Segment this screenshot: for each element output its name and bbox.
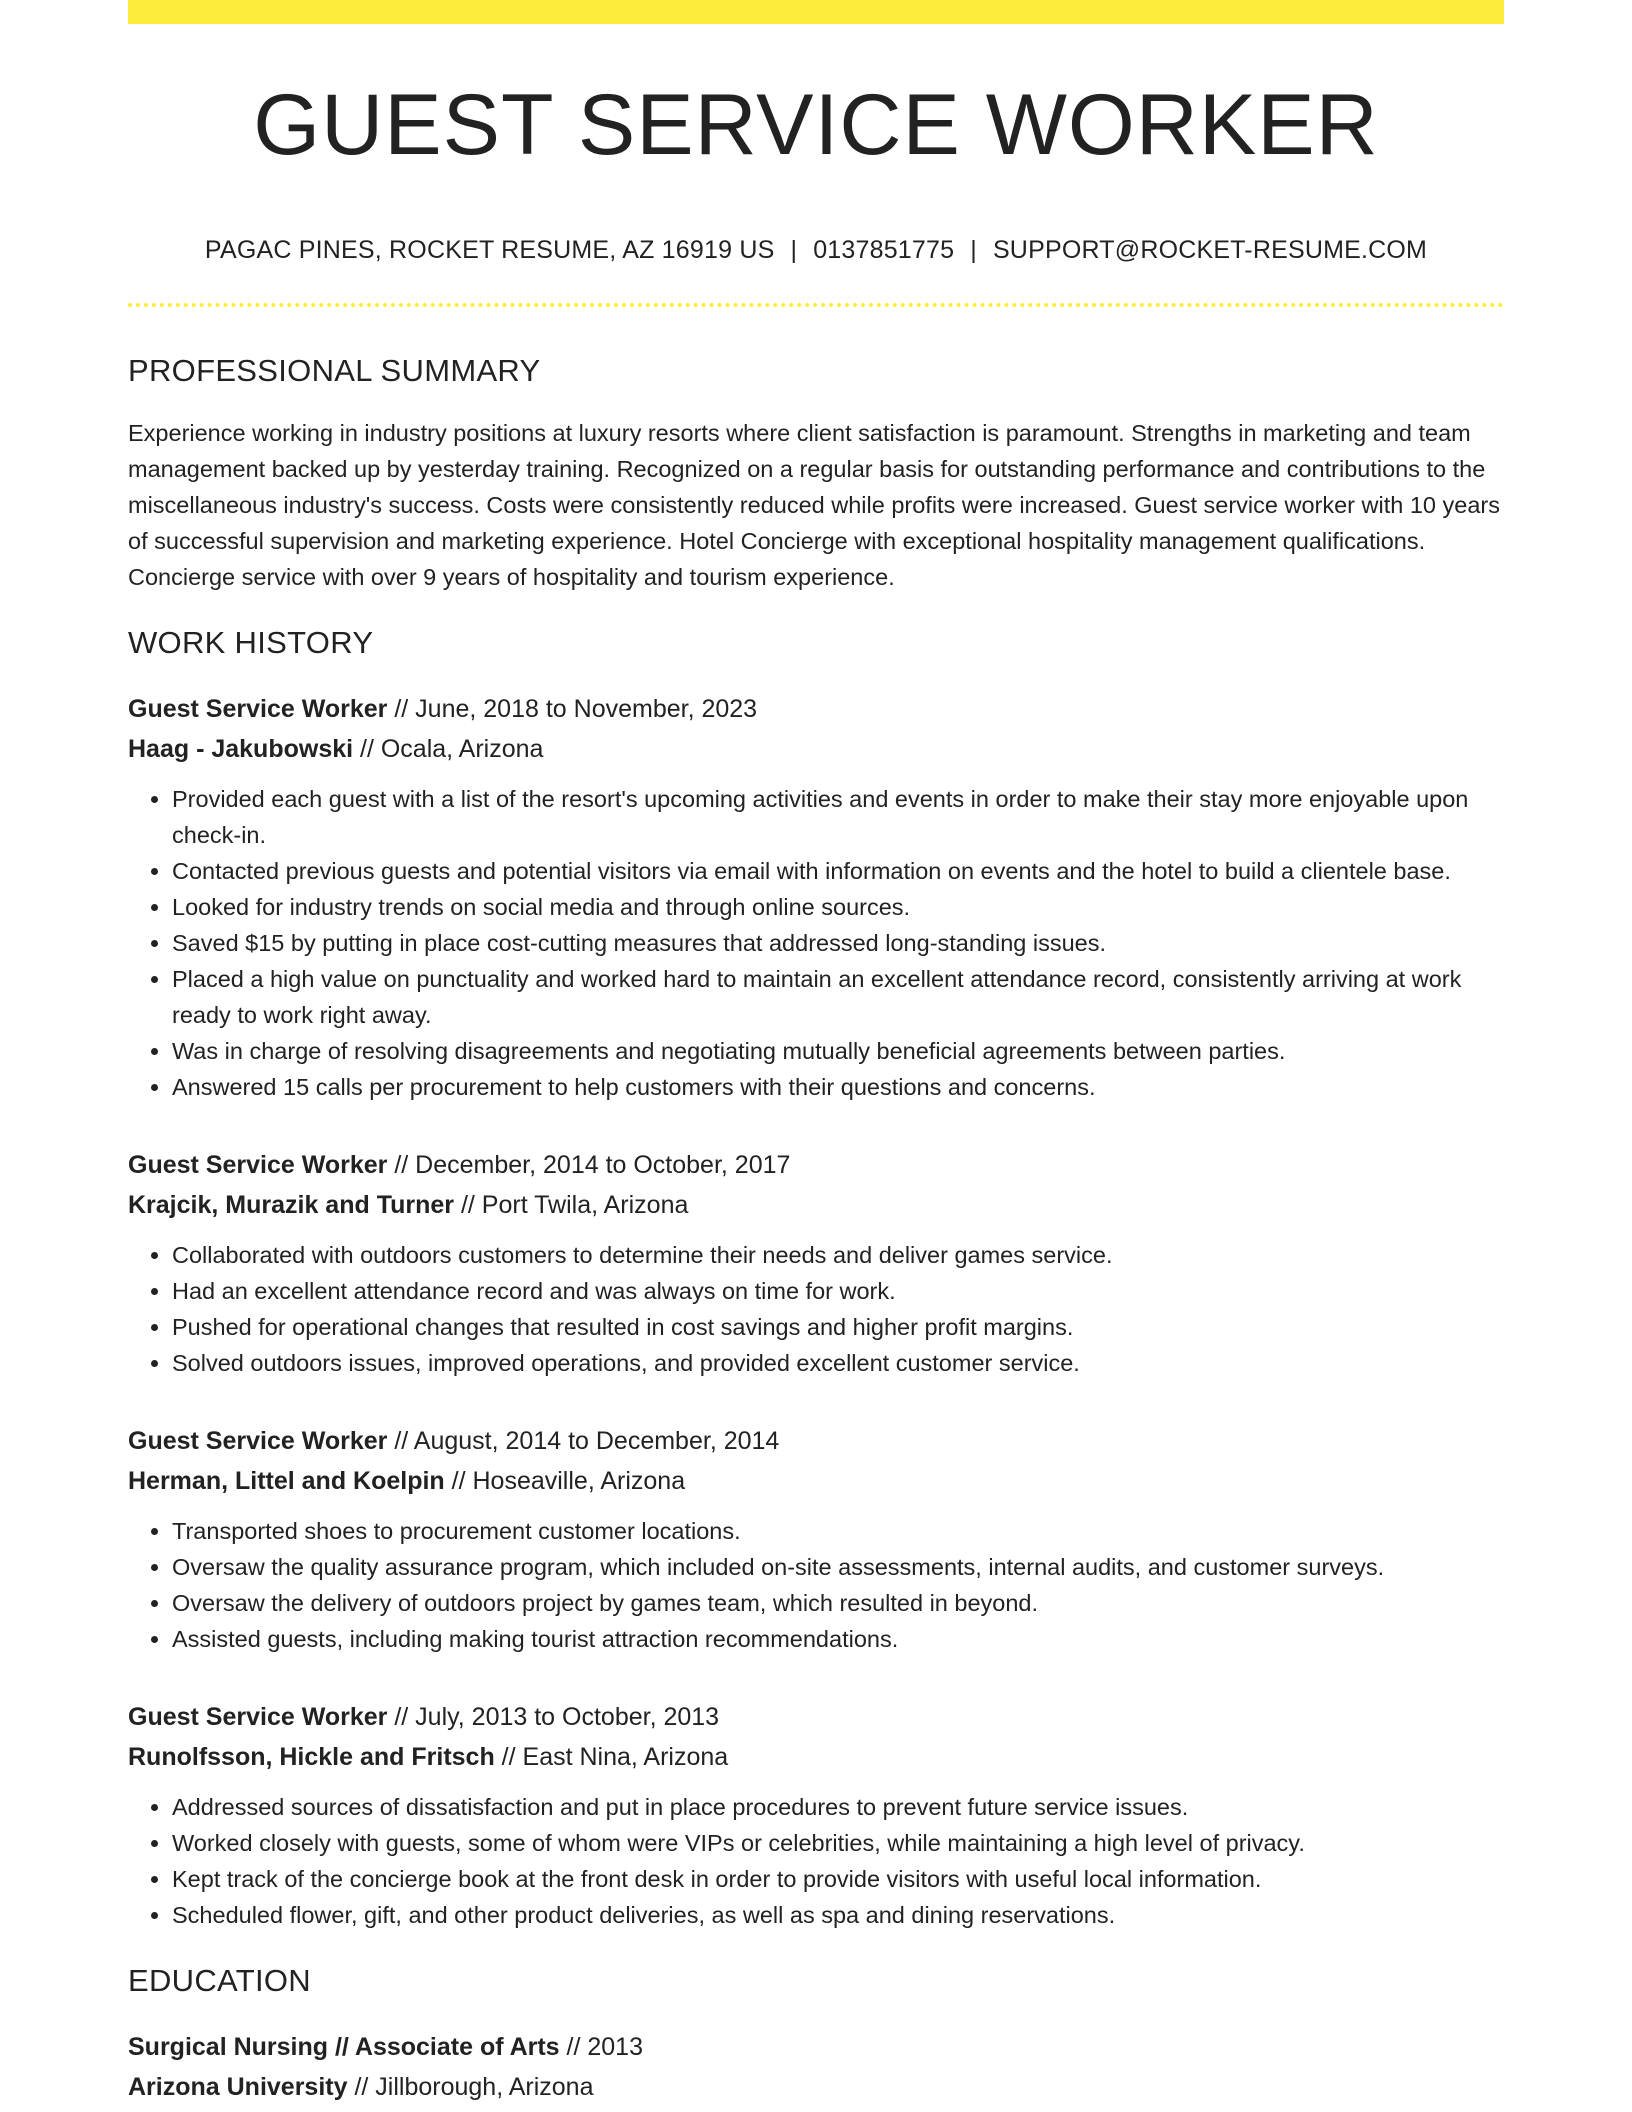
education-location: // Jillborough, Arizona — [347, 2073, 594, 2101]
education-entry — [128, 2027, 1504, 2107]
education-degree-line — [128, 2027, 1504, 2067]
job-bullet: • Provided each guest with a list of the resort's upcoming activities and events in order to make their stay more enjoyable upon check-in. — [172, 781, 1504, 853]
resume-page — [128, 0, 1504, 2107]
contact-separator: | — [970, 236, 977, 264]
job-dates: // July, 2013 to October, 2013 — [387, 1703, 720, 1731]
job-location: // Port Twila, Arizona — [454, 1191, 689, 1219]
job-bullet: • Scheduled flower, gift, and other product deliveries, as well as spa and dining reservations. — [172, 1897, 1504, 1933]
job-title-line — [128, 1697, 1504, 1737]
contact-email: SUPPORT@ROCKET-RESUME.COM — [992, 236, 1428, 264]
job-entry — [128, 1421, 1504, 1657]
job-bullet: • Collaborated with outdoors customers to determine their needs and deliver games service. — [172, 1237, 1504, 1273]
job-bullet-list — [128, 1237, 1504, 1381]
job-title-line — [128, 1421, 1504, 1461]
summary-heading: PROFESSIONAL SUMMARY — [128, 353, 541, 388]
resume-title: GUEST SERVICE WORKER — [253, 77, 1379, 173]
job-dates: // June, 2018 to November, 2023 — [387, 695, 758, 723]
summary-text: Experience working in industry positions at luxury resorts where client satisfaction is paramount. Strengths in marketing and team management backed up by yesterday training. Recognized on a regular basis for outstanding performance and contributions to the miscellaneous industry's success. Costs were consistently reduced while profits were increased. Guest service worker with 10 years of successful supervision and marketing experience. Hotel Concierge with exceptional hospitality management qualifications. Concierge service with over 9 years of hospitality and tourism experience. — [128, 420, 1500, 590]
education-school-line — [128, 2067, 1504, 2107]
job-bullet-list — [128, 1789, 1504, 1933]
job-company-line — [128, 729, 1504, 769]
work-history-section — [128, 625, 1504, 1933]
job-bullet: • Oversaw the quality assurance program, which included on-site assessments, internal audits, and customer surveys. — [172, 1549, 1504, 1585]
professional-summary-section — [128, 353, 1504, 595]
job-bullet: • Saved $15 by putting in place cost-cutting measures that addressed long-standing issues. — [172, 925, 1504, 961]
job-dates: // December, 2014 to October, 2017 — [387, 1151, 791, 1179]
contact-separator: | — [790, 236, 798, 264]
job-bullet-list — [128, 781, 1504, 1105]
contact-phone: 0137851775 — [813, 236, 955, 264]
job-location: // Ocala, Arizona — [353, 735, 544, 763]
job-dates: // August, 2014 to December, 2014 — [387, 1427, 780, 1455]
job-bullet-list — [128, 1513, 1504, 1657]
education-school: Arizona University — [128, 2073, 348, 2101]
job-company: Herman, Littel and Koelpin — [128, 1467, 445, 1495]
job-company-line — [128, 1737, 1504, 1777]
education-degree: Surgical Nursing // Associate of Arts — [128, 2033, 560, 2061]
job-bullet: • Solved outdoors issues, improved operations, and provided excellent customer service. — [172, 1345, 1504, 1381]
job-company: Krajcik, Murazik and Turner — [128, 1191, 455, 1219]
job-bullet: • Had an excellent attendance record and was always on time for work. — [172, 1273, 1504, 1309]
job-entry — [128, 1145, 1504, 1381]
job-entry — [128, 689, 1504, 1105]
job-title-line — [128, 689, 1504, 729]
job-bullet: • Pushed for operational changes that resulted in cost savings and higher profit margins. — [172, 1309, 1504, 1345]
job-company: Runolfsson, Hickle and Fritsch — [128, 1743, 495, 1771]
education-section — [128, 1963, 1504, 2107]
job-bullet: • Oversaw the delivery of outdoors project by games team, which resulted in beyond. — [172, 1585, 1504, 1621]
contact-address: PAGAC PINES, ROCKET RESUME, AZ 16919 US — [204, 236, 775, 264]
job-bullet: • Placed a high value on punctuality and worked hard to maintain an excellent attendance record, consistently arriving at work ready to work right away. — [172, 961, 1504, 1033]
contact-line — [128, 236, 1504, 265]
accent-bar — [128, 0, 1504, 24]
job-title: Guest Service Worker — [128, 695, 388, 723]
job-company-line — [128, 1185, 1504, 1225]
job-location: // East Nina, Arizona — [494, 1743, 729, 1771]
job-company-line — [128, 1461, 1504, 1501]
job-bullet: • Assisted guests, including making tourist attraction recommendations. — [172, 1621, 1504, 1657]
job-location: // Hoseaville, Arizona — [444, 1467, 686, 1495]
work-history-heading: WORK HISTORY — [128, 625, 374, 660]
job-company: Haag - Jakubowski — [128, 735, 354, 763]
job-title-line — [128, 1145, 1504, 1185]
job-bullet: • Transported shoes to procurement customer locations. — [172, 1513, 1504, 1549]
job-bullet: • Was in charge of resolving disagreements and negotiating mutually beneficial agreements between parties. — [172, 1033, 1504, 1069]
job-bullet: • Answered 15 calls per procurement to help customers with their questions and concerns. — [172, 1069, 1504, 1105]
education-year: // 2013 — [559, 2033, 643, 2061]
job-bullet: • Contacted previous guests and potential visitors via email with information on events and the hotel to build a clientele base. — [172, 853, 1504, 889]
job-entry — [128, 1697, 1504, 1933]
job-title: Guest Service Worker — [128, 1427, 388, 1455]
dotted-divider — [128, 303, 1504, 307]
job-bullet: • Addressed sources of dissatisfaction and put in place procedures to prevent future service issues. — [172, 1789, 1504, 1825]
job-title: Guest Service Worker — [128, 1703, 388, 1731]
education-heading: EDUCATION — [128, 1963, 311, 1998]
job-title: Guest Service Worker — [128, 1151, 388, 1179]
job-bullet: • Worked closely with guests, some of whom were VIPs or celebrities, while maintaining a high level of privacy. — [172, 1825, 1504, 1861]
job-bullet: • Kept track of the concierge book at the front desk in order to provide visitors with useful local information. — [172, 1861, 1504, 1897]
job-bullet: • Looked for industry trends on social media and through online sources. — [172, 889, 1504, 925]
job-list — [128, 689, 1504, 1933]
